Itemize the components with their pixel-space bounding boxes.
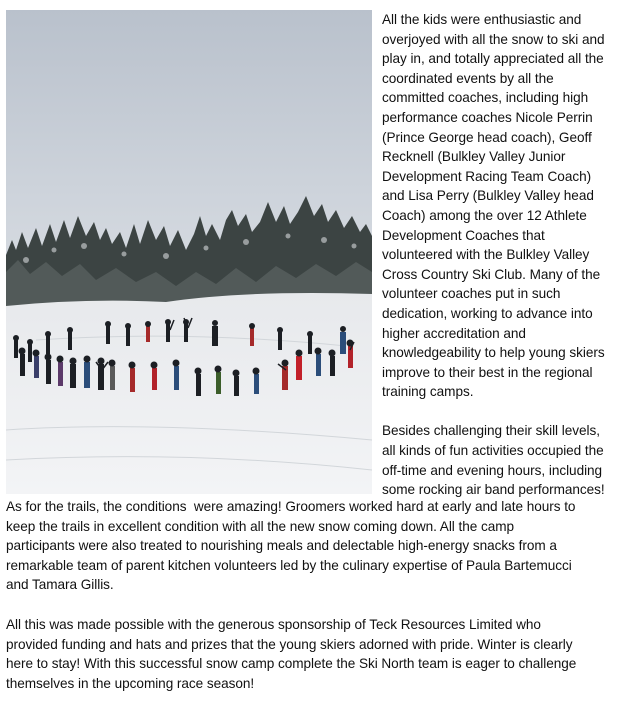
snowfield	[6, 293, 372, 494]
text-line: Development Racing Team Coach)	[382, 168, 592, 184]
text-line: provided funding and hats and prizes that the young skiers adorned with pride. Winter is clearly	[6, 636, 573, 652]
text-line: keep the trails in excellent condition with all the new snow coming down. All the camp	[6, 518, 515, 534]
text-line: here to stay! With this successful snow camp complete the Ski North team is eager to challenge	[6, 656, 577, 672]
text-line: (Prince George head coach), Geoff	[382, 129, 592, 145]
text-line: Cross Country Ski Club. Many of the	[382, 266, 601, 282]
text-line: All the kids were enthusiastic and	[382, 12, 582, 27]
text-line: knowledgeability to help young skiers	[382, 345, 605, 361]
text-line: higher accreditation and	[382, 325, 526, 341]
paragraph-activities	[382, 421, 636, 499]
text-line: participants were also treated to nourishing meals and delectable high-energy snacks from a	[6, 538, 557, 554]
ski-camp-photo	[6, 10, 372, 494]
text-line: committed coaches, including high	[382, 90, 589, 106]
text-line: themselves in the upcoming race season!	[6, 675, 255, 691]
paragraph-sponsorship	[6, 615, 636, 693]
text-line: performance coaches Nicole Perrin	[382, 109, 593, 125]
text-line: some rocking air band performances!	[382, 482, 605, 498]
text-line: and Tamara Gillis.	[6, 577, 114, 593]
text-line: coordinated events by all the	[382, 70, 554, 86]
text-line: Recknell (Bulkley Valley Junior	[382, 149, 566, 165]
text-line: off-time and evening hours, including	[382, 462, 603, 478]
text-line: Development Coaches that	[382, 227, 545, 243]
text-line: improve to their best in the regional	[382, 364, 593, 380]
text-line: overjoyed with all the snow to ski and	[382, 31, 605, 47]
text-line: remarkable team of parent kitchen volunteers led by the culinary expertise of Paula Bartemucci	[6, 557, 572, 573]
text-line: All this was made possible with the generous sponsorship of Teck Resources Limited who	[6, 617, 541, 632]
text-line: Coach) among the over 12 Athlete	[382, 207, 587, 223]
text-line: volunteered with the Bulkley Valley	[382, 247, 590, 263]
text-line: dedication, working to advance into	[382, 305, 593, 321]
paragraph-trails	[6, 497, 636, 595]
right-column-text	[382, 10, 636, 500]
text-line: As for the trails, the conditions were amazing! Groomers worked hard at early and late hours to	[6, 499, 576, 514]
paragraph-coaches	[382, 10, 636, 402]
text-line: Besides challenging their skill levels,	[382, 423, 600, 439]
text-line: play in, and totally appreciated all the	[382, 51, 604, 67]
text-line: volunteer coaches put in such	[382, 286, 561, 302]
text-line: and Lisa Perry (Bulkley Valley head	[382, 188, 594, 204]
text-line: all kinds of fun activities occupied the	[382, 443, 604, 459]
text-line: training camps.	[382, 384, 474, 400]
